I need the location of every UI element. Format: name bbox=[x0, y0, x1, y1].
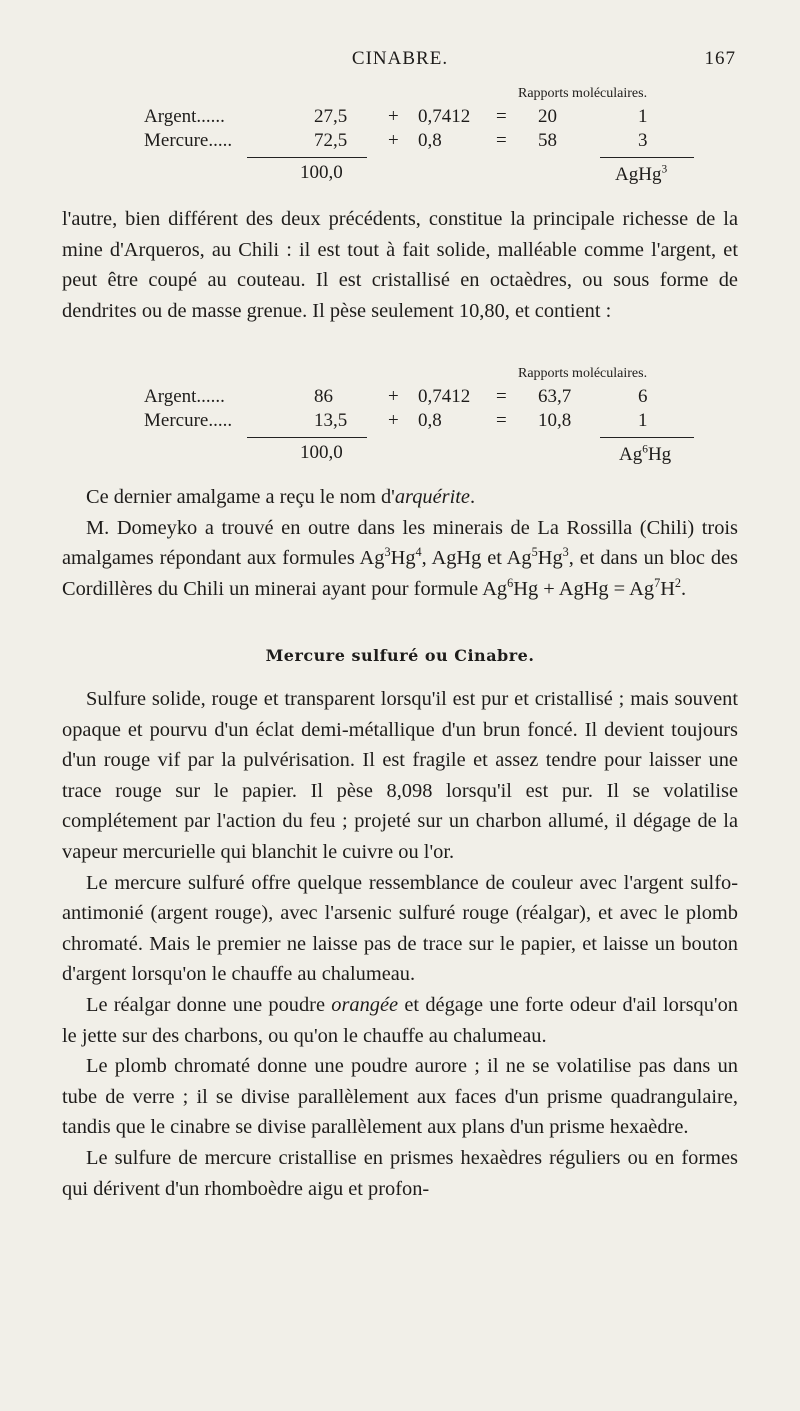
paragraph: Sulfure solide, rouge et transparent lorsqu'il est pur et cristallisé ; mais souvent opaque et pourvu d'un éclat demi-métallique d'un brun foncé. Il devient toujours d'un rouge vif par la pulvérisation. Il est fragile et assez tendre pour laisser une trace rouge sur le papier. Il pèse 8,098 lorsqu'il est pur. Il se volatilise complétement par l'action du feu ; projeté sur un charbon allumé, il dégage de la vapeur mercurielle qui blanchit le cuivre ou l'or. bbox=[62, 688, 738, 863]
percentage: 86 bbox=[314, 386, 333, 407]
running-title: CINABRE. bbox=[351, 48, 449, 69]
table-row bbox=[62, 410, 742, 434]
table-header: Rapports moléculaires. bbox=[518, 86, 648, 101]
molecular-value: 20 bbox=[538, 106, 557, 127]
operator: + bbox=[388, 130, 399, 151]
paragraph: l'autre, bien différent des deux précédents, constitue la principale richesse de la mine d'Arqueros, au Chili : il est tout à fait solide, malléable comme l'argent, et peut être coupé au couteau. Il est cristallisé en octaèdres, ou sous forme de dendrites ou de masse grenue. Il pèse seulement 10,80, et contient : bbox=[62, 208, 738, 322]
table-row bbox=[62, 130, 742, 154]
running-header bbox=[60, 48, 740, 72]
percentage: 72,5 bbox=[314, 130, 348, 151]
molecular-value: 63,7 bbox=[538, 386, 572, 407]
percentage: 13,5 bbox=[314, 410, 348, 431]
equals: = bbox=[496, 410, 507, 431]
text-block bbox=[62, 684, 738, 1204]
operator: + bbox=[388, 410, 399, 431]
paragraph: M. Domeyko a trouvé en outre dans les minerais de La Rossilla (Chili) trois amalgames répondant aux formules Ag$^3$Hg$^4$, AgHg et Ag$^5$Hg$^3$, et dans un bloc des Cordillères du Chili un minerai ayant pour formule $Ag^6Hg$ + AgHg = $Ag^7H^2$. bbox=[62, 516, 738, 600]
sum-rule bbox=[247, 157, 367, 158]
operator: + bbox=[388, 386, 399, 407]
text-block bbox=[62, 482, 738, 604]
molecular-value: 58 bbox=[538, 130, 557, 151]
factor: 0,7412 bbox=[418, 386, 471, 407]
element-name: Mercure..... bbox=[144, 410, 233, 431]
ratio-rule bbox=[600, 157, 694, 158]
factor: 0,8 bbox=[418, 410, 442, 431]
paragraph: Le mercure sulfuré offre quelque ressemblance de couleur avec l'argent sulfo-antimonié (argent rouge), avec l'arsenic sulfuré rouge (réalgar), et avec le plomb chromaté. Mais le premier ne laisse pas de trace sur le papier, et laisse un bouton d'argent lorsqu'on le chauffe au chalumeau. bbox=[62, 871, 738, 986]
table-row bbox=[62, 386, 742, 410]
percentage: 27,5 bbox=[314, 106, 348, 127]
equals: = bbox=[496, 106, 507, 127]
element-name: Mercure..... bbox=[144, 130, 233, 151]
table-row bbox=[62, 106, 742, 130]
molecular-value: 10,8 bbox=[538, 410, 572, 431]
ratio: 6 bbox=[638, 386, 648, 407]
operator: + bbox=[388, 106, 399, 127]
ratio: 1 bbox=[638, 410, 648, 431]
equals: = bbox=[496, 130, 507, 151]
ratio: 1 bbox=[638, 106, 648, 127]
paragraph: Le sulfure de mercure cristallise en prismes hexaèdres réguliers ou en formes qui dérivent d'un rhomboèdre aigu et profon- bbox=[62, 1146, 738, 1200]
ratio: 3 bbox=[638, 130, 648, 151]
page-number: 167 bbox=[704, 48, 736, 69]
paragraph: Ce dernier amalgame a reçu le nom d'arquérite. bbox=[86, 486, 476, 508]
factor: 0,7412 bbox=[418, 106, 471, 127]
element-name: Argent...... bbox=[144, 386, 225, 407]
formula: AgHg$^3$ bbox=[615, 163, 668, 185]
total: 100,0 bbox=[300, 162, 343, 183]
section-heading: Mercure sulfuré ou Cinabre. bbox=[265, 646, 535, 665]
factor: 0,8 bbox=[418, 130, 442, 151]
formula: Ag$^6$Hg bbox=[619, 443, 672, 465]
paragraph: Le réalgar donne une poudre orangée et dégage une forte odeur d'ail lorsqu'on le jette sur des charbons, ou qu'on le chauffe au chalumeau. bbox=[62, 993, 738, 1047]
table-header: Rapports moléculaires. bbox=[518, 366, 648, 381]
ratio-rule bbox=[600, 437, 694, 438]
equals: = bbox=[496, 386, 507, 407]
paragraph: Le plomb chromaté donne une poudre aurore ; il ne se volatilise pas dans un tube de verre ; il se divise parallèlement aux faces d'un prisme quadrangulaire, tandis que le cinabre se divise parallèlement aux plans d'un prisme hexaèdre. bbox=[62, 1055, 738, 1139]
sum-rule bbox=[247, 437, 367, 438]
total: 100,0 bbox=[300, 442, 343, 463]
element-name: Argent...... bbox=[144, 106, 225, 127]
